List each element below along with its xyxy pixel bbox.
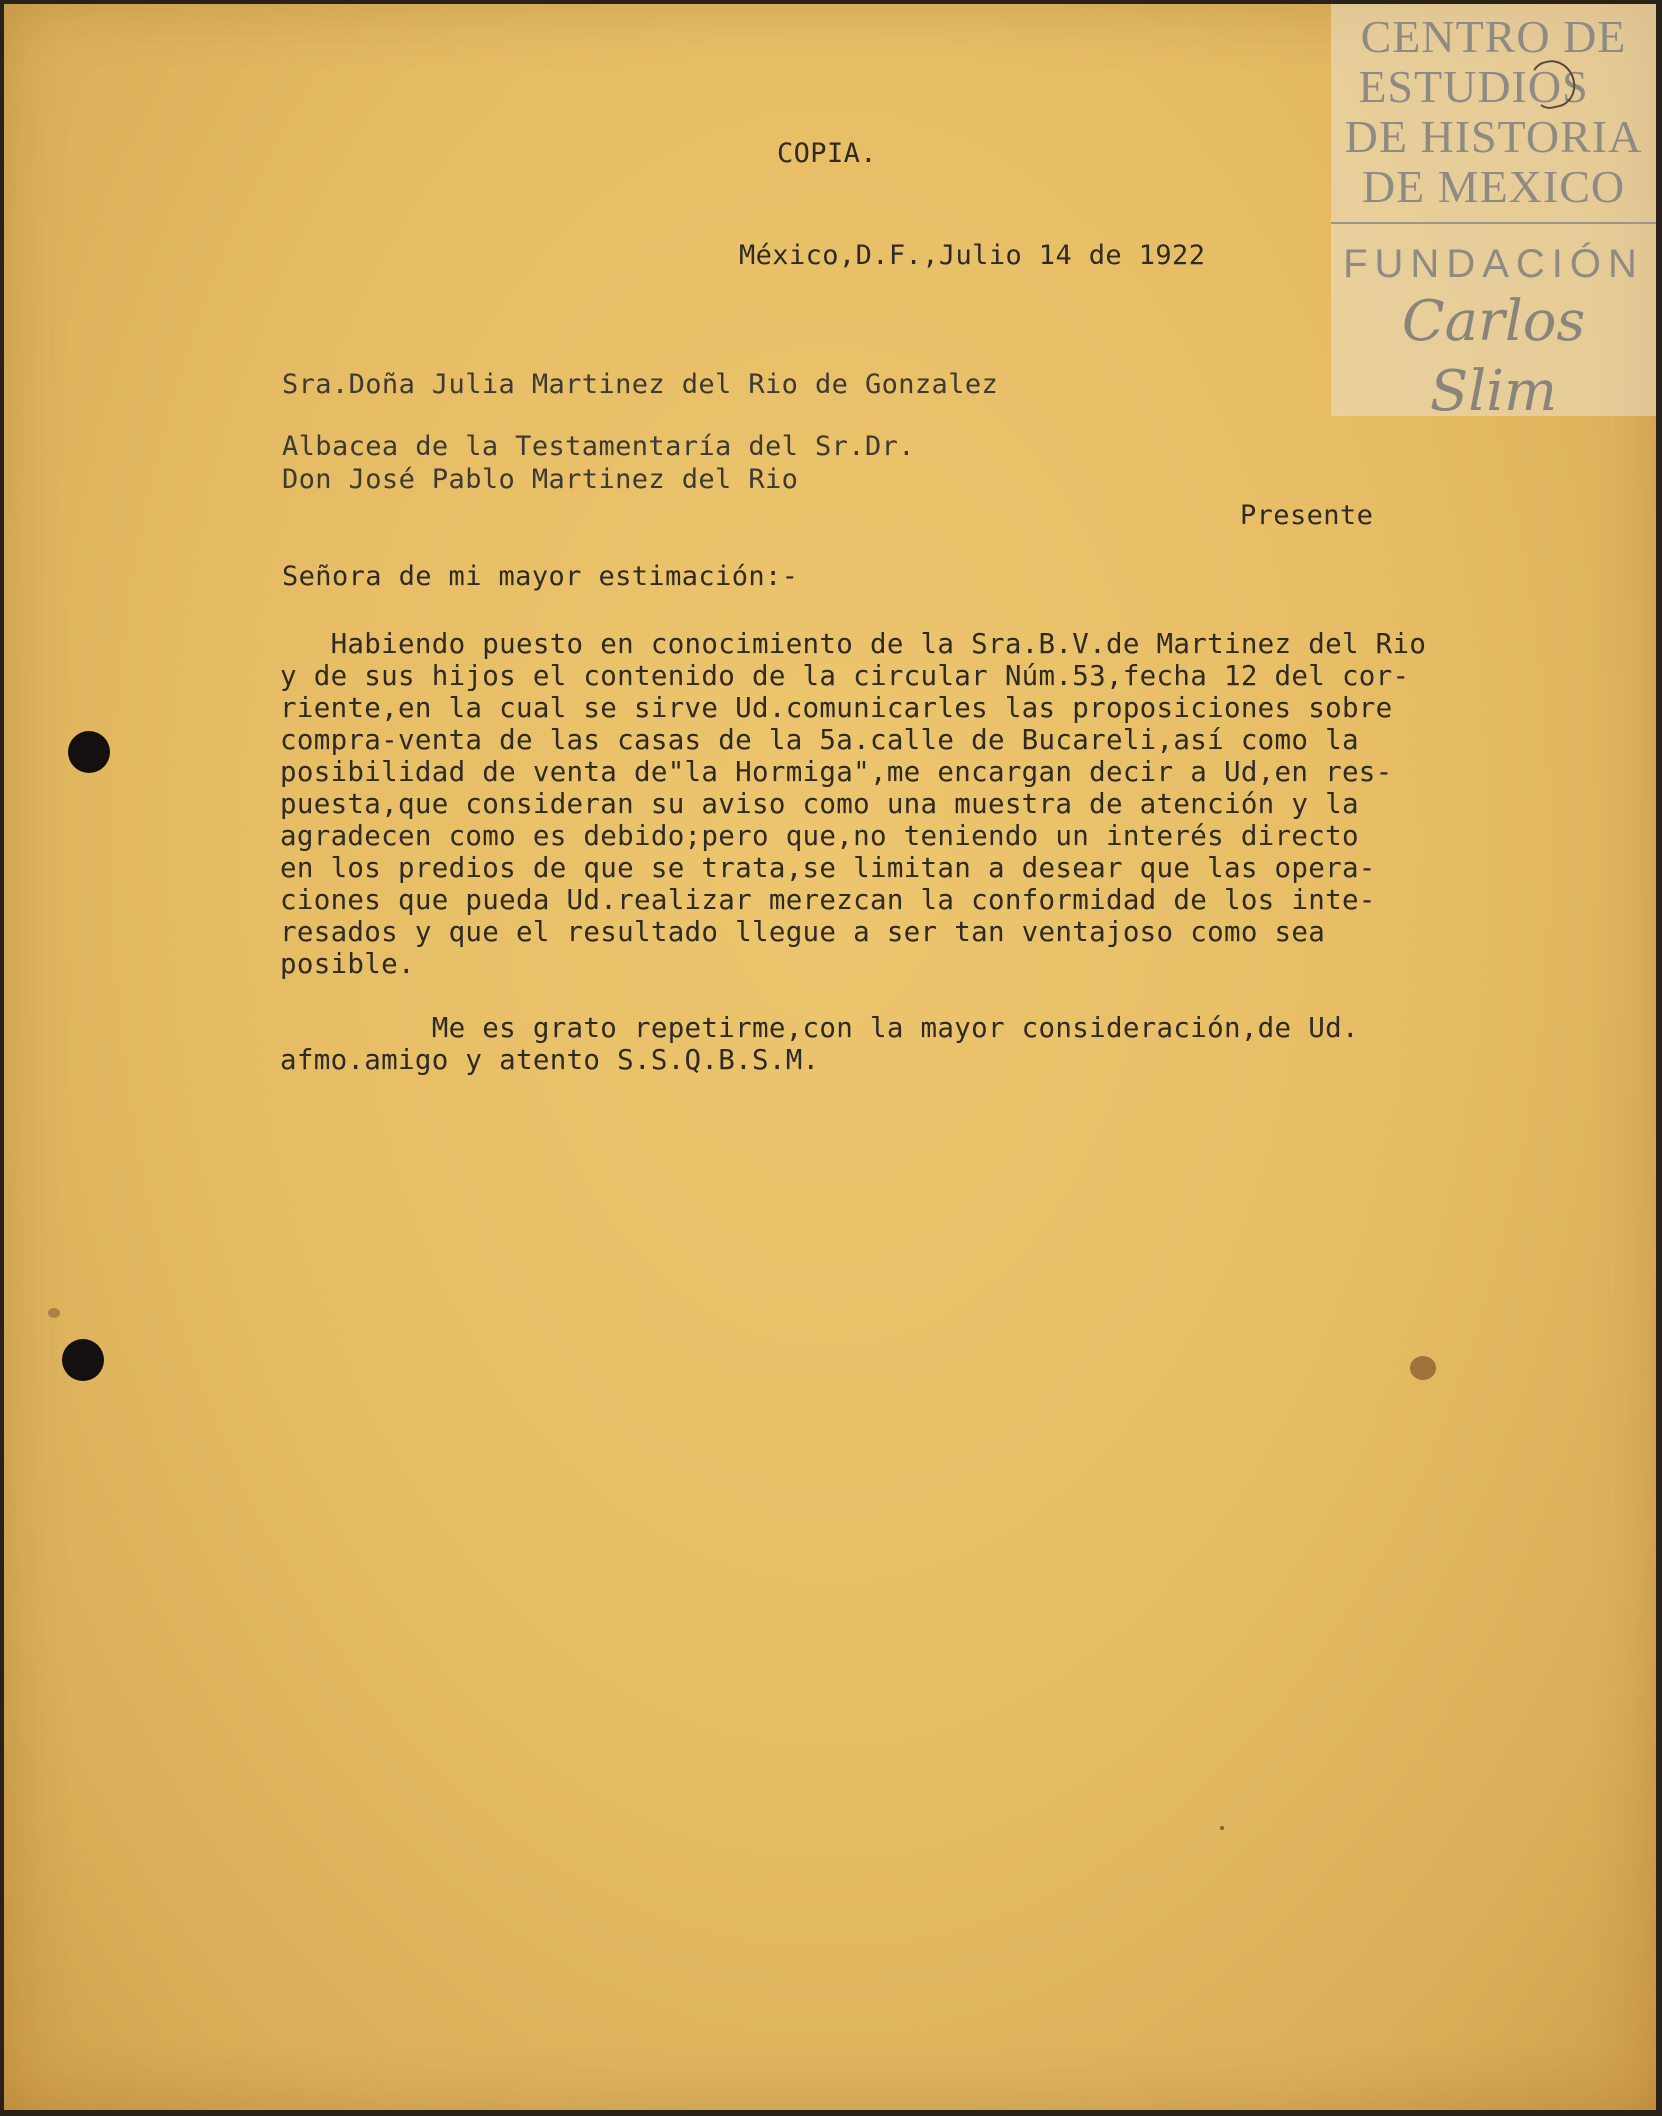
recipient-deceased: Don José Pablo Martinez del Rio <box>282 464 799 495</box>
body-line: resados y que el resultado llegue a ser tan ventajoso como sea <box>280 916 1326 948</box>
body-line: compra-venta de las casas de la 5a.calle de Bucareli,así como la <box>280 724 1359 756</box>
closing-signoff: afmo.amigo y atento S.S.Q.B.S.M. <box>280 1044 820 1076</box>
recipient-title: Albacea de la Testamentaría del Sr.Dr. <box>282 431 915 462</box>
paper-stain <box>1410 1356 1436 1380</box>
punch-hole-bottom <box>62 1339 104 1381</box>
recipient-name: Sra.Doña Julia Martinez del Rio de Gonzalez <box>282 369 999 400</box>
stamp-line-4: DE MEXICO <box>1361 161 1626 212</box>
paper-speck <box>48 1308 60 1318</box>
body-line: posible. <box>280 948 415 980</box>
body-line: y de sus hijos el contenido de la circular Núm.53,fecha 12 del cor- <box>280 660 1410 692</box>
salutation: Señora de mi mayor estimación:- <box>282 561 799 592</box>
place-date: México,D.F.,Julio 14 de 1922 <box>739 240 1206 271</box>
stamp-signature: Carlos Slim <box>1401 289 1586 424</box>
body-line: Habiendo puesto en conocimiento de la Sra.B.V.de Martinez del Rio <box>280 628 1427 660</box>
stamp-line-1: CENTRO DE <box>1360 11 1627 62</box>
paper-speck <box>1220 1826 1224 1830</box>
body-line: en los predios de que se trata,se limitan a desear que las opera- <box>280 852 1376 884</box>
punch-hole-top <box>68 731 110 773</box>
body-line: riente,en la cual se sirve Ud.comunicarles las proposiciones sobre <box>280 692 1393 724</box>
archive-stamp <box>1331 4 1656 424</box>
document-sheet <box>4 4 1656 2110</box>
stamp-line-2: ESTUDIOS <box>1358 61 1589 112</box>
body-line: posibilidad de venta de"la Hormiga",me encargan decir a Ud,en res- <box>280 756 1393 788</box>
stamp-line-5: FUNDACIÓN <box>1331 222 1656 287</box>
stamp-line-3: DE HISTORIA <box>1344 111 1643 162</box>
body-line: ciones que pueda Ud.realizar merezcan la conformidad de los inte- <box>280 884 1376 916</box>
document-heading: COPIA. <box>777 138 877 169</box>
presente-label: Presente <box>1240 500 1374 531</box>
body-line: puesta,que consideran su aviso como una muestra de atención y la <box>280 788 1359 820</box>
body-line: agradecen como es debido;pero que,no teniendo un interés directo <box>280 820 1359 852</box>
closing-line: Me es grato repetirme,con la mayor consideración,de Ud. <box>280 1012 1359 1044</box>
